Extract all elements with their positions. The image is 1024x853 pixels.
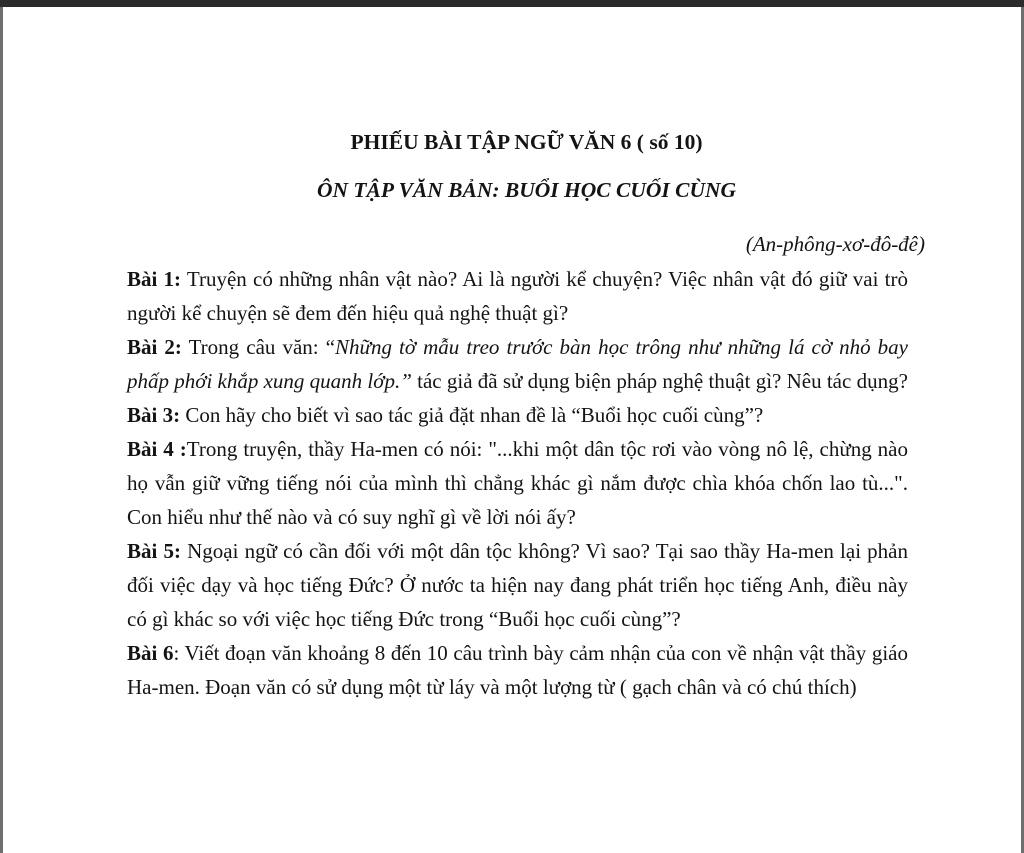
exercise-label: Bài 5: — [127, 539, 181, 563]
exercise-text: Con hãy cho biết vì sao tác giả đặt nhan đề là “Buổi học cuối cùng”? — [180, 403, 764, 427]
exercise-label: Bài 2: — [127, 335, 182, 359]
exercise-text: : Viết đoạn văn khoảng 8 đến 10 câu trình bày cảm nhận của con về nhận vật thầy giáo Ha-men. Đoạn văn có sử dụng một từ láy và một lượng từ ( gạch chân và có chú thích) — [127, 641, 909, 699]
exercise-4 — [127, 432, 908, 534]
exercise-quote: Những tờ mẫu treo trước bàn học trông như những lá cờ nhỏ bay phấp phới khắp xung quanh lớp.” — [127, 335, 908, 393]
exercise-text: Ngoại ngữ có cần đối với một dân tộc không? Vì sao? Tại sao thầy Ha-men lại phản đối việc dạy và học tiếng Đức? Ở nước ta hiện nay đang phát triển học tiếng Anh, điều này có gì khác so với việc học tiếng Đức trong “Buổi học cuối cùng”? — [127, 539, 908, 631]
worksheet-subtitle: ÔN TẬP VĂN BẢN: BUỔI HỌC CUỐI CÙNG — [316, 178, 737, 202]
exercise-1 — [127, 262, 908, 330]
exercise-text: Trong truyện, thầy Ha-men có nói: "...khi một dân tộc rơi vào vòng nô lệ, chừng nào họ vẫn giữ vững tiếng nói của mình thì chẳng khác gì nắm được chìa khóa chốn lao tù...". Con hiểu như thế nào và có suy nghĩ gì về lời nói ấy? — [127, 437, 908, 529]
exercise-label: Bài 4 : — [127, 437, 187, 461]
exercise-5 — [127, 534, 908, 636]
exercise-text: Trong câu văn: “ — [181, 335, 335, 359]
exercise-3 — [127, 398, 908, 432]
exercise-text: tác giả đã sử dụng biện pháp nghệ thuật gì? Nêu tác dụng? — [411, 369, 908, 393]
exercise-list — [127, 262, 908, 704]
exercise-2 — [127, 330, 908, 398]
viewer-top-bar — [0, 0, 1024, 7]
worksheet-title: PHIẾU BÀI TẬP NGỮ VĂN 6 ( số 10) — [350, 130, 703, 154]
exercise-label: Bài 3: — [127, 403, 181, 427]
exercise-6 — [127, 636, 908, 704]
exercise-label: Bài 6 — [127, 641, 174, 665]
exercise-label: Bài 1: — [127, 267, 182, 291]
text-author: (An-phông-xơ-đô-đê) — [745, 232, 925, 256]
exercise-text: Truyện có những nhân vật nào? Ai là người kể chuyện? Việc nhân vật đó giữ vai trò người kể chuyện sẽ đem đến hiệu quả nghệ thuật gì? — [127, 267, 908, 325]
